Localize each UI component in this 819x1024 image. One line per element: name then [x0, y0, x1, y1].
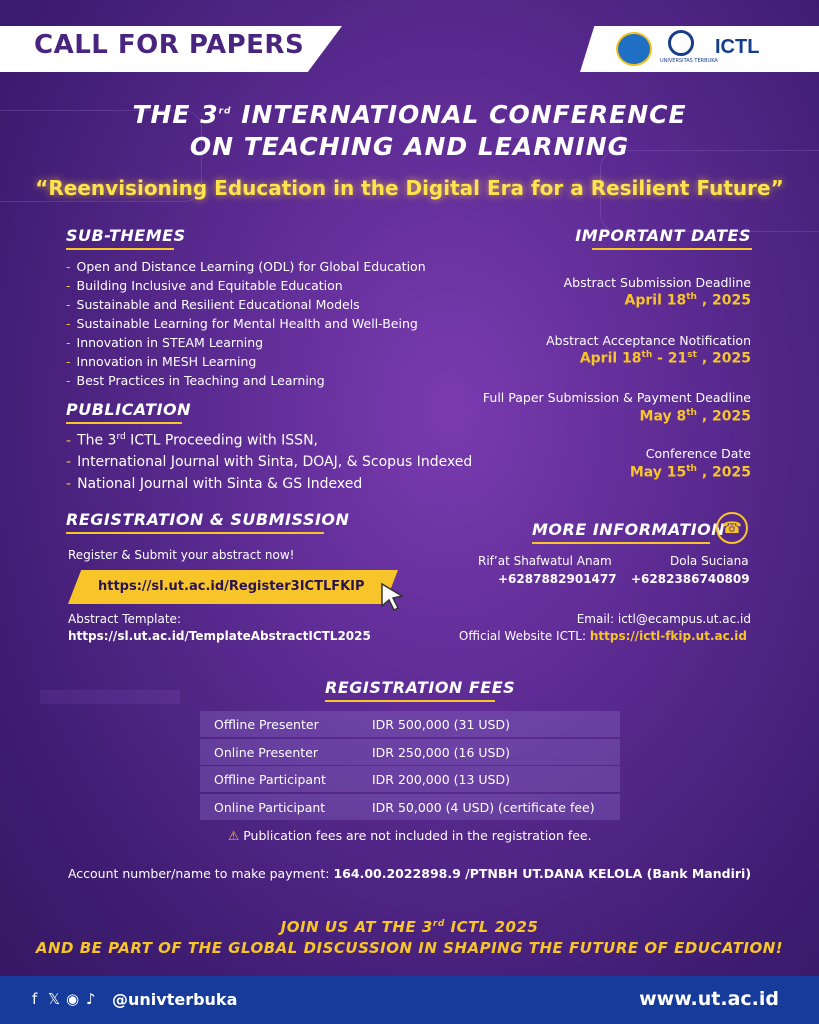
tiktok-icon[interactable]: ♪	[86, 990, 96, 1008]
call-for-papers-title: CALL FOR PAPERS	[34, 30, 305, 60]
contact-name: Dola Suciana	[670, 554, 749, 568]
closing-line2: AND BE PART OF THE GLOBAL DISCUSSION IN SHAPING THE FUTURE OF EDUCATION!	[35, 939, 784, 957]
heading-underline	[532, 542, 710, 544]
fee-value: IDR 200,000 (13 USD)	[372, 772, 510, 787]
facebook-icon[interactable]: f	[32, 990, 38, 1008]
date-label: Abstract Acceptance Notification	[546, 333, 751, 348]
website-line: Official Website ICTL: https://ictl-fkip.ut.ac.id	[458, 629, 747, 643]
x-twitter-icon[interactable]: 𝕏	[48, 990, 61, 1008]
contact-phone[interactable]: +6282386740809	[631, 572, 750, 586]
fees-heading: REGISTRATION FEES	[325, 678, 516, 697]
email-link[interactable]: ictl@ecampus.ut.ac.id	[617, 612, 751, 626]
ut-logo-icon	[668, 30, 694, 56]
list-item: - Building Inclusive and Equitable Education	[66, 278, 343, 293]
account-info: Account number/name to make payment: 164.00.2022898.9 /PTNBH UT.DANA KELOLA (Bank Mandiri)	[67, 866, 752, 881]
conference-title-line2: ON TEACHING AND LEARNING	[189, 132, 630, 161]
fee-name: Offline Presenter	[214, 717, 319, 732]
date-label: Abstract Submission Deadline	[563, 275, 751, 290]
fee-name: Online Participant	[214, 800, 326, 815]
list-item: - National Journal with Sinta & GS Indexed	[66, 476, 363, 492]
template-link[interactable]: https://sl.ut.ac.id/TemplateAbstractICTL2025	[68, 629, 371, 643]
date-label: Full Paper Submission & Payment Deadline	[482, 390, 751, 405]
website-link[interactable]: https://ictl-fkip.ut.ac.id	[589, 629, 747, 643]
decor-bar	[40, 690, 180, 704]
kemdikbud-logo-icon	[616, 32, 652, 66]
ictl-logo: ICTL	[715, 36, 760, 58]
list-item: - Sustainable Learning for Mental Health and Well-Being	[66, 316, 418, 331]
contact-phone[interactable]: +6287882901477	[498, 572, 617, 586]
date-label: Conference Date	[645, 446, 751, 461]
fee-name: Offline Participant	[214, 772, 326, 787]
heading-underline	[325, 700, 495, 702]
fee-name: Online Presenter	[214, 745, 319, 760]
footer-website[interactable]: www.ut.ac.id	[639, 988, 779, 1010]
fee-value: IDR 50,000 (4 USD) (certificate fee)	[372, 800, 595, 815]
date-value: April 18th , 2025	[624, 292, 751, 309]
sub-themes-heading: SUB-THEMES	[66, 226, 186, 245]
heading-underline	[66, 422, 182, 424]
warning-icon: ⚠	[228, 828, 240, 843]
email-line: Email: ictl@ecampus.ut.ac.id	[576, 612, 751, 626]
social-handle[interactable]: @univterbuka	[112, 990, 238, 1009]
register-prompt: Register & Submit your abstract now!	[68, 548, 295, 562]
list-item: - International Journal with Sinta, DOAJ, & Scopus Indexed	[66, 454, 473, 470]
ut-logo-caption: UNIVERSITAS TERBUKA	[660, 58, 718, 64]
list-item: - Best Practices in Teaching and Learning	[66, 373, 325, 388]
list-item: - Innovation in STEAM Learning	[66, 335, 264, 350]
closing-line1: JOIN US AT THE 3rd ICTL 2025	[280, 918, 539, 936]
date-value: May 15th , 2025	[629, 464, 751, 481]
list-item: - The 3rd ICTL Proceeding with ISSN,	[66, 432, 318, 449]
template-label: Abstract Template:	[68, 612, 181, 626]
list-item: - Open and Distance Learning (ODL) for Global Education	[66, 259, 426, 274]
important-dates-heading: IMPORTANT DATES	[575, 226, 751, 245]
fee-value: IDR 250,000 (16 USD)	[372, 745, 510, 760]
conference-title-line1: THE 3rd INTERNATIONAL CONFERENCE	[132, 100, 687, 129]
list-item: - Innovation in MESH Learning	[66, 354, 257, 369]
phone-icon: ☎	[716, 512, 748, 544]
heading-underline	[66, 532, 324, 534]
fee-warning: ⚠ Publication fees are not included in the registration fee.	[228, 828, 592, 843]
instagram-icon[interactable]: ◉	[66, 990, 80, 1008]
conference-theme: “Reenvisioning Education in the Digital Era for a Resilient Future”	[35, 176, 784, 200]
registration-heading: REGISTRATION & SUBMISSION	[66, 510, 350, 529]
register-link[interactable]: https://sl.ut.ac.id/Register3ICTLFKIP	[98, 579, 365, 594]
publication-heading: PUBLICATION	[66, 400, 192, 419]
list-item: - Sustainable and Resilient Educational Models	[66, 297, 360, 312]
heading-underline	[592, 248, 752, 250]
heading-underline	[66, 248, 174, 250]
cursor-click-icon	[372, 574, 412, 612]
date-value: May 8th , 2025	[639, 408, 751, 425]
contact-name: Rif’at Shafwatul Anam	[478, 554, 612, 568]
fee-value: IDR 500,000 (31 USD)	[372, 717, 510, 732]
more-info-heading: MORE INFORMATION	[532, 520, 726, 539]
date-value: April 18th - 21st , 2025	[579, 350, 751, 367]
